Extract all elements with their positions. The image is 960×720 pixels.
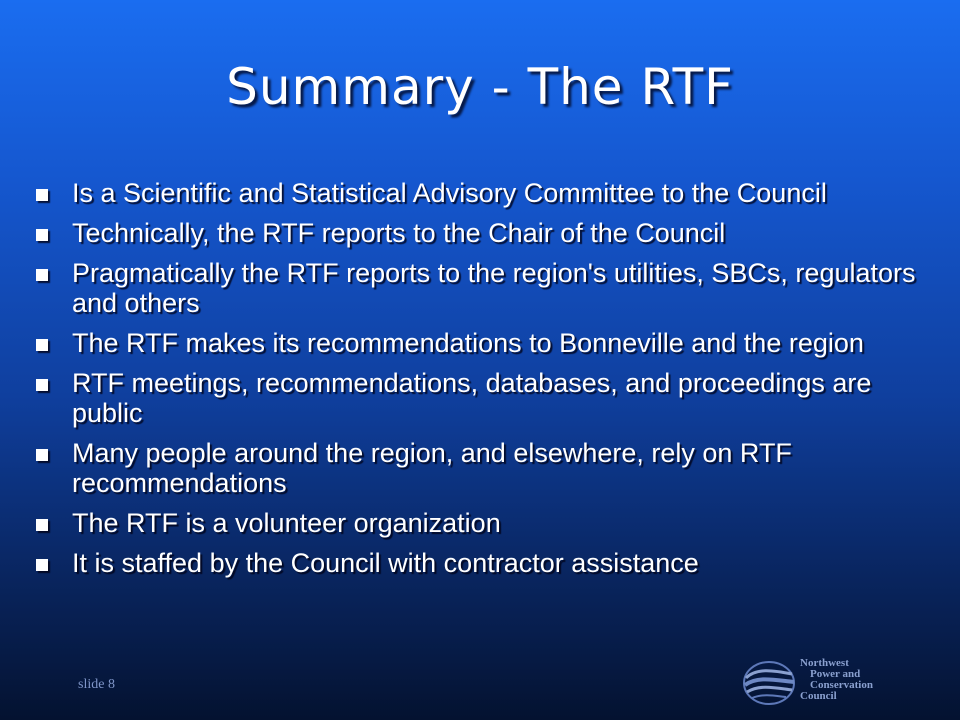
square-bullet-icon — [36, 339, 48, 351]
bullet-item — [34, 178, 924, 208]
square-bullet-icon — [36, 229, 48, 241]
bullet-text: The RTF is a volunteer organization — [72, 508, 501, 538]
logo-line: Northwest — [800, 657, 849, 669]
square-bullet-icon — [36, 269, 48, 281]
bullet-text: The RTF makes its recommendations to Bonneville and the region — [72, 328, 864, 358]
bullet-text: Technically, the RTF reports to the Chair of the Council — [72, 218, 726, 248]
square-bullet-icon — [36, 449, 48, 461]
bullet-item — [34, 368, 924, 428]
bullet-text: It is staffed by the Council with contractor assistance — [72, 548, 699, 578]
council-logo — [742, 658, 922, 716]
bullet-item — [34, 548, 924, 578]
bullet-text: Pragmatically the RTF reports to the region's utilities, SBCs, regulators and others — [72, 258, 916, 318]
logo-text — [798, 658, 873, 702]
square-bullet-icon — [36, 189, 48, 201]
bullet-item — [34, 438, 924, 498]
square-bullet-icon — [36, 519, 48, 531]
logo-line: Power and — [810, 668, 861, 680]
logo-line: Conservation — [810, 679, 873, 691]
bullet-item — [34, 218, 924, 248]
logo-line: Council — [800, 690, 837, 702]
council-logo-icon — [742, 660, 796, 706]
bullet-text: Many people around the region, and elsewhere, rely on RTF recommendations — [72, 438, 792, 498]
square-bullet-icon — [36, 559, 48, 571]
bullet-text: RTF meetings, recommendations, databases, and proceedings are public — [72, 368, 872, 428]
bullet-list — [34, 178, 924, 588]
bullet-text: Is a Scientific and Statistical Advisory Committee to the Council — [72, 178, 827, 208]
square-bullet-icon — [36, 379, 48, 391]
slide-number: slide 8 — [78, 677, 115, 692]
bullet-item — [34, 258, 924, 318]
bullet-item — [34, 328, 924, 358]
slide-title: Summary - The RTF — [226, 58, 734, 116]
bullet-item — [34, 508, 924, 538]
